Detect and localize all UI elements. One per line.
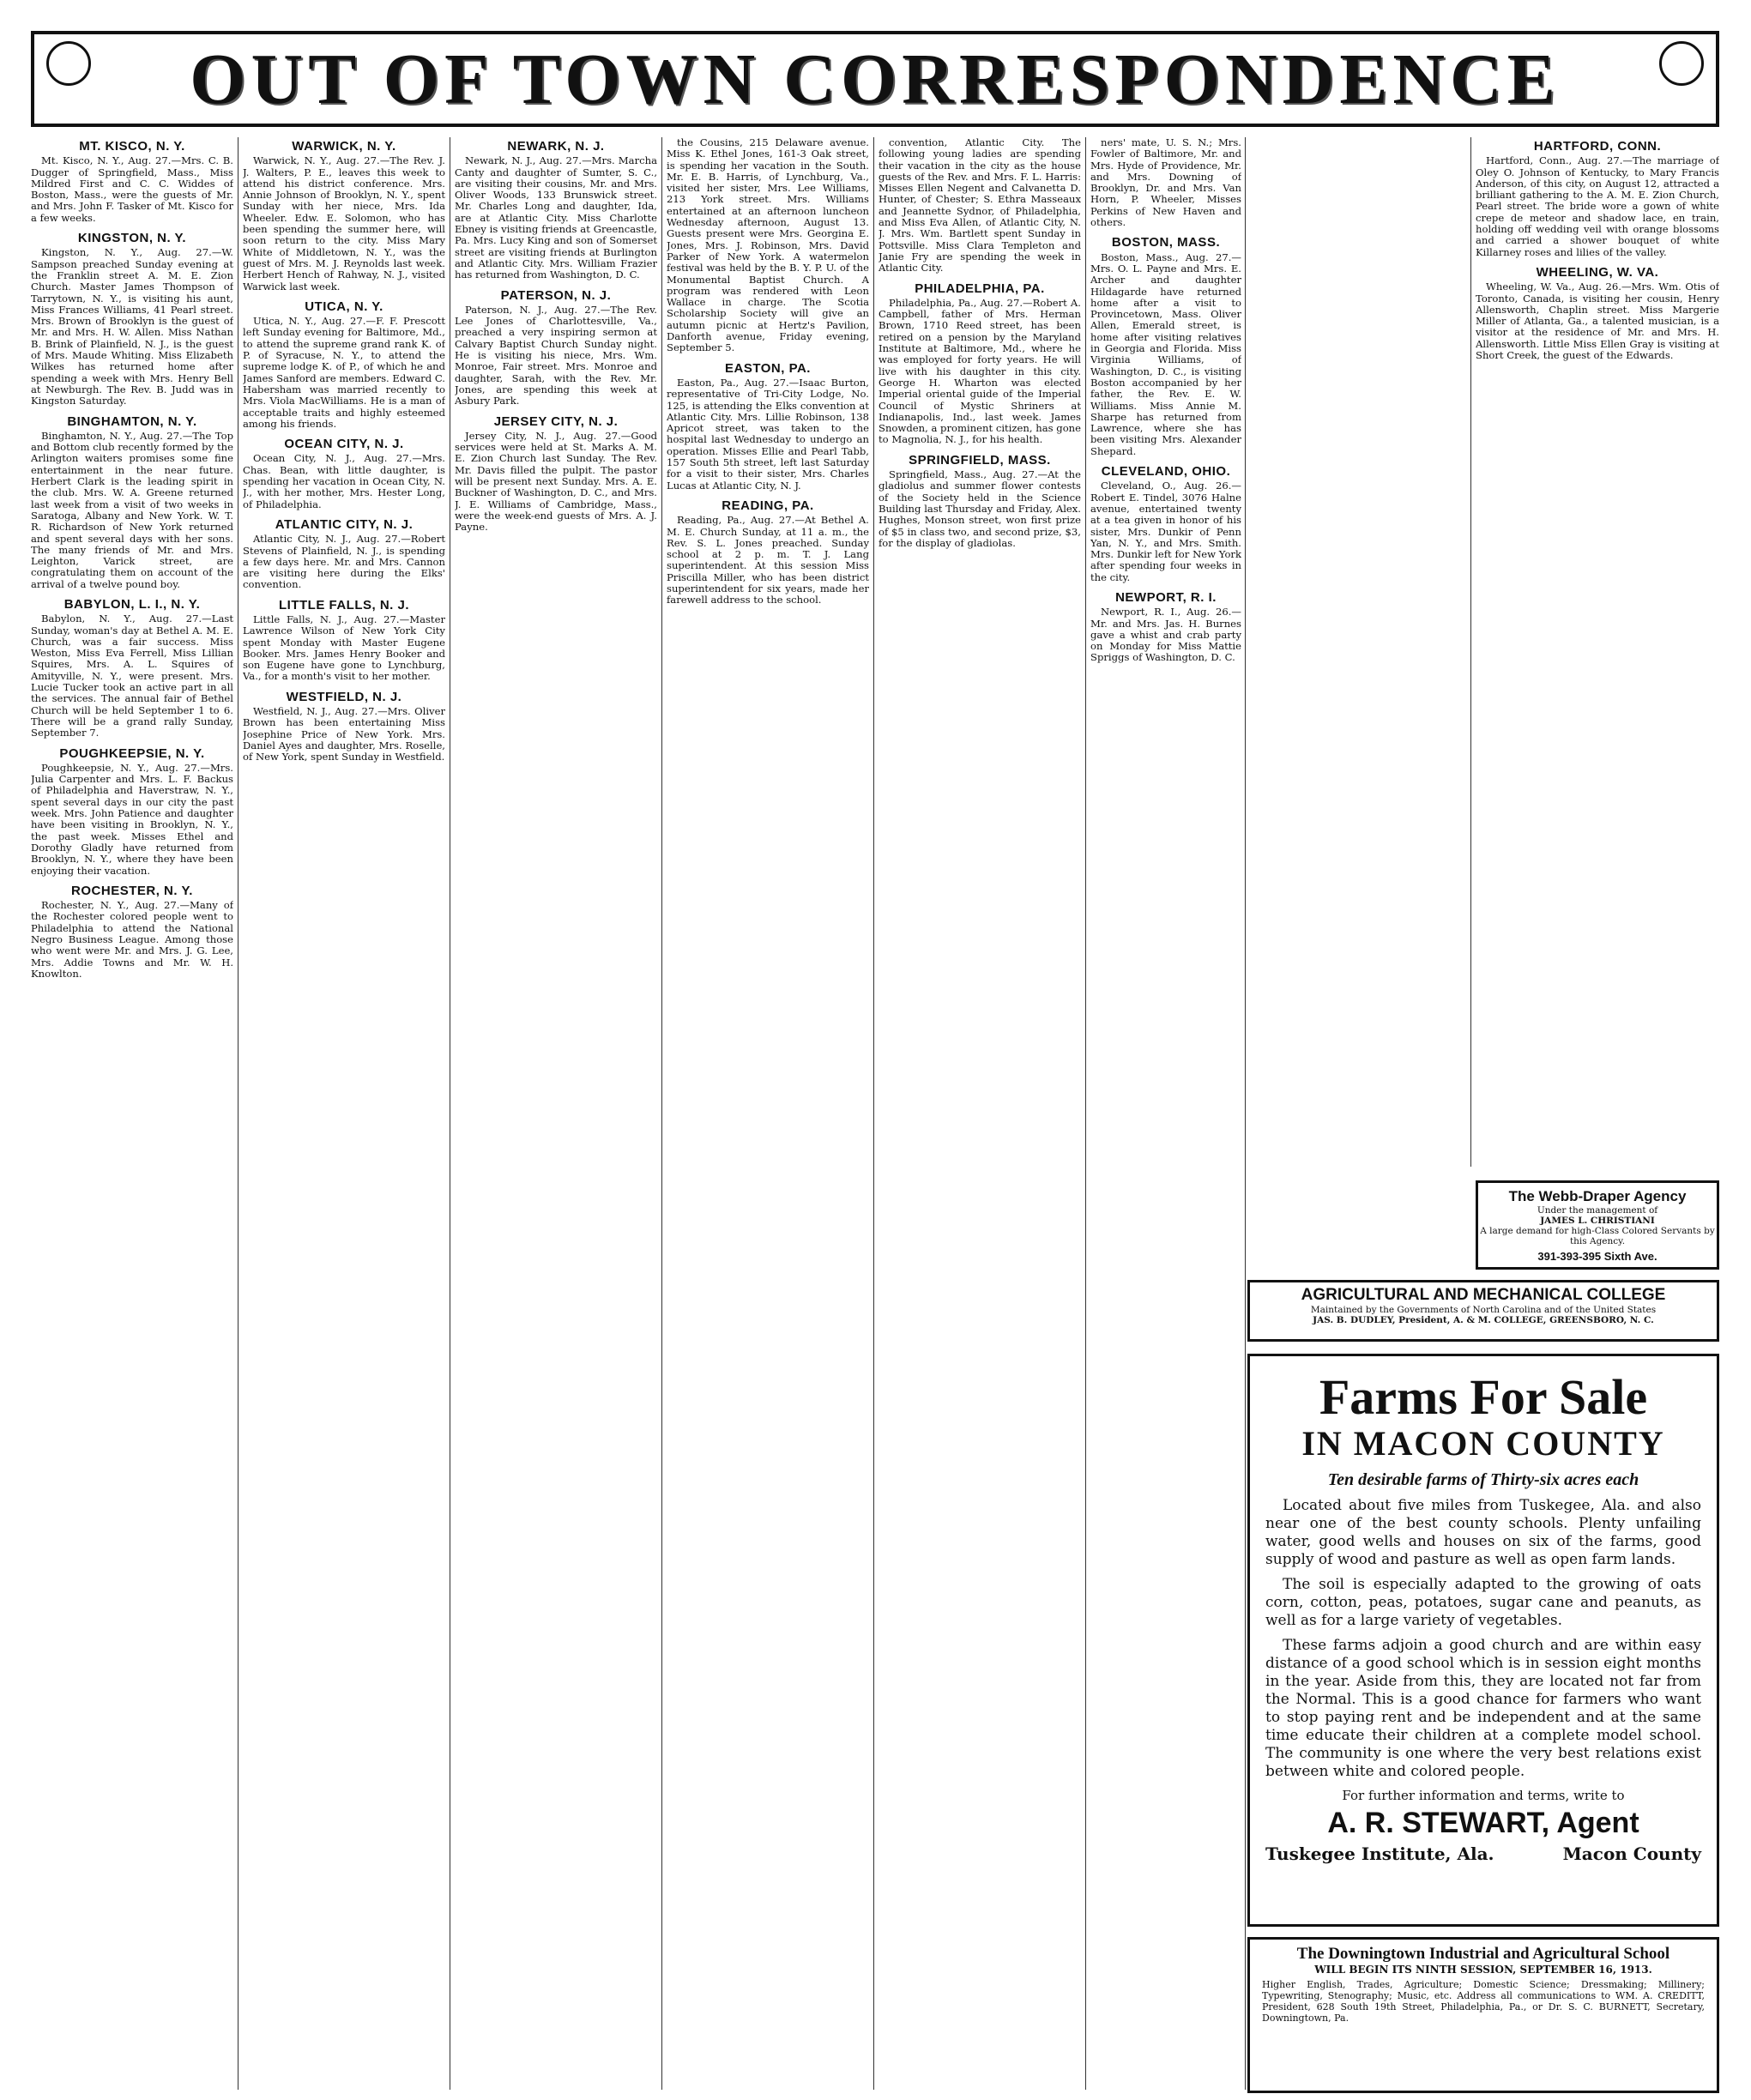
ad-title: Farms For Sale (1319, 1369, 1648, 1425)
section-heading: ROCHESTER, N. Y. (71, 883, 193, 898)
ad-line: WILL BEGIN ITS NINTH SESSION, SEPTEMBER 16, 1913. (1314, 1964, 1652, 1976)
section-body: Poughkeepsie, N. Y., Aug. 27.—Mrs. Julia Carpenter and Mrs. L. F. Backus of Philadelphia and Haverstraw, N. Y., spent several days in our city the past week. Mrs. John Patience and daughter have been visiting in Brooklyn, N. Y., the past week. Misses Ethel and Dorothy Gladly have returned from Brooklyn, N. Y., where they have been enjoying their vacation. (31, 761, 233, 877)
masthead (31, 31, 1719, 127)
column-rule (1085, 137, 1086, 2090)
ad-line: Maintained by the Governments of North Carolina and of the United States (1310, 1305, 1657, 1315)
section-body: Binghamton, N. Y., Aug. 27.—The Top and Bottom club recently formed by the Arlington waiters promises some fine entertainment in the near future. Herbert Clark is the leading spirit in the club. Mrs. W. A. Greene returned last week from a visit of two weeks in Saratoga, Albany and New York. W. T. R. Richardson of New York returned and spent several days with her sons. The many friends of Mr. and Mrs. Leighton, Varick street, are congratulating them on account of the arrival of a twelve pound boy. (31, 429, 233, 590)
section-heading: PHILADELPHIA, PA. (915, 281, 1045, 296)
section-body: Westfield, N. J., Aug. 27.—Mrs. Oliver Brown has been entertaining Miss Josephine Price of New York. Mrs. Daniel Ayes and daughter, Mrs. Roselle, of New York, spent Sunday in Westfield. (243, 705, 445, 763)
ad-manager: JAMES L. CHRISTIANI (1540, 1216, 1655, 1226)
agricultural-college-ad (1247, 1280, 1719, 1342)
section-heading: SPRINGFIELD, MASS. (909, 452, 1051, 468)
section-heading: WHEELING, W. VA. (1536, 264, 1659, 280)
section-heading: PATERSON, N. J. (500, 287, 612, 303)
column-3 (455, 137, 657, 2090)
ad-further-info: For further information and terms, write to (1342, 1788, 1625, 1803)
ad-line: A large demand for high-Class Colored Servants by this Agency. (1480, 1226, 1715, 1246)
section-heading: POUGHKEEPSIE, N. Y. (59, 745, 205, 761)
webb-draper-ad (1476, 1180, 1719, 1270)
section-heading: LITTLE FALLS, N. J. (279, 597, 409, 612)
section-body: ners' mate, U. S. N.; Mrs. Fowler of Baltimore, Mr. and Mrs. Hyde of Providence, Mr. and Mrs. Downing of Brooklyn, Dr. and Mrs. Van Horn, P. Wheeler, Misses Perkins of New Haven and others. (1090, 137, 1241, 229)
section-heading: WESTFIELD, N. J. (286, 689, 402, 704)
ad-paragraph: The soil is especially adapted to the growing of oats corn, cotton, peas, potatoes, sugar cane and peanuts, as well as for a large variety of vegetables. (1265, 1576, 1701, 1629)
ad-agent: A. R. STEWART, Agent (1327, 1807, 1639, 1839)
section-body: Babylon, N. Y., Aug. 27.—Last Sunday, woman's day at Bethel A. M. E. Church, was a fair success. Miss Weston, Miss Eva Ferrell, Miss Lillian Squires, Mrs. A. L. Squires of Amityville, N. Y., were present. Mrs. Lucie Tucker took an active part in all the services. The annual fair of Bethel Church will be held September 1 to 6. There will be a grand rally Sunday, September 7. (31, 612, 233, 739)
ad-line: JAS. B. DUDLEY, President, A. & M. COLLEGE, GREENSBORO, N. C. (1313, 1315, 1654, 1325)
section-heading: EASTON, PA. (725, 360, 811, 376)
ad-title: AGRICULTURAL AND MECHANICAL COLLEGE (1301, 1286, 1666, 1304)
downingtown-school-ad (1247, 1937, 1719, 2093)
section-body: convention, Atlantic City. The following young ladies are spending their vacation in the city as the house guests of the Rev. and Mrs. F. L. Harris: Misses Ellen Negent and Calvanetta D. Hunter, of Chester; S. Ethra Masseaux and Jeannette Sydnor, of Philadelphia, and Miss Eva Allen, of Atlantic City, N. J. Mrs. Wm. Bartlett spent Sunday in Pottsville. Miss Clara Templeton and Janie Fry are spending the week in Atlantic City. (879, 137, 1081, 275)
column-1 (31, 137, 233, 2090)
section-body: Warwick, N. Y., Aug. 27.—The Rev. J. J. Walters, P. E., leaves this week to attend his district conference. Mrs. Annie Johnson of Brooklyn, N. Y., spent Sunday with her niece, Mrs. Ida Wheeler. Edw. E. Solomon, who has been spending the summer here, will soon return to the city. Miss Mary White of Middletown, N. Y., was the guest of Mrs. M. J. Reynolds last week. Herbert Hench of Rahway, N. J., visited Warwick last week. (243, 154, 445, 293)
section-body: Atlantic City, N. J., Aug. 27.—Robert Stevens of Plainfield, N. J., is spending a few days here. Mr. and Mrs. Cannon are visiting here during the Elks' convention. (243, 533, 445, 591)
section-body: Paterson, N. J., Aug. 27.—The Rev. Lee Jones of Charlottesville, Va., preached a very inspiring sermon at Calvary Baptist Church Sunday night. He is visiting his niece, Mrs. Wm. Monroe, Fair street. Mrs. Monroe and daughter, Sarah, with the Rev. Mr. Jones, are spending this week at Asbury Park. (455, 303, 657, 407)
section-heading: BABYLON, L. I., N. Y. (63, 596, 201, 612)
section-heading: UTICA, N. Y. (305, 299, 383, 314)
ornament-icon (46, 41, 91, 86)
farms-for-sale-ad (1247, 1354, 1719, 1927)
column-2 (243, 137, 445, 2090)
section-heading: NEWPORT, R. I. (1115, 589, 1217, 605)
ad-line: Under the management of (1537, 1205, 1658, 1216)
section-body: Philadelphia, Pa., Aug. 27.—Robert A. Campbell, father of Mrs. Herman Brown, 1710 Reed street, has been retired on a pension by the Maryland Institute at Baltimore, Md., where he was employed for forty years. He will live with his daughter in this city. George H. Wharton was elected Imperial oriental guide of the Imperial Council of Mystic Shriners at Indianapolis, Ind., last week. James Snowden, a prominent citizen, has gone to Magnolia, N. J., for his health. (879, 296, 1081, 446)
section-heading: KINGSTON, N. Y. (77, 231, 187, 246)
ad-subtitle: IN MACON COUNTY (1301, 1424, 1665, 1463)
section-heading: ATLANTIC CITY, N. J. (275, 516, 414, 532)
section-body: Mt. Kisco, N. Y., Aug. 27.—Mrs. C. B. Dugger of Springfield, Mass., Miss Mildred First and C. C. Widdes of Boston, Mass., were the guests of Mr. and Mrs. John F. Tasker of Mt. Kisco for a few weeks. (31, 154, 233, 224)
ad-location-left: Tuskegee Institute, Ala. (1265, 1844, 1494, 1864)
ad-body: Higher English, Trades, Agriculture; Domestic Science; Dressmaking; Millinery; Typewriting, Stenography; Music, etc. Address all communications to WM. A. CREDITT, President, 628 South 19th Street, Philadelphia, Pa., or Dr. S. C. BURNETT, Secretary, Downingtown, Pa. (1262, 1979, 1705, 2024)
ad-tagline: Ten desirable farms of Thirty-six acres each (1327, 1470, 1639, 1489)
ad-location-right: Macon County (1562, 1844, 1701, 1864)
ad-title: The Webb-Draper Agency (1508, 1188, 1687, 1204)
ad-address: 391-393-395 Sixth Ave. (1537, 1250, 1657, 1263)
ornament-icon (1659, 41, 1704, 86)
section-body: Boston, Mass., Aug. 27.—Mrs. O. L. Payne and Mrs. E. Archer and daughter Hildagarde have returned home after a visit to Provincetown, Mass. Oliver Allen, Emerald street, is home after visiting relatives in Georgia and Florida. Miss Virginia Williams, of Washington, D. C., is visiting Boston accompanied by her father, the Rev. E. W. Williams. Miss Annie M. Sharpe has returned from Lawrence, where she has been visiting Mrs. Alexander Shepard. (1090, 250, 1241, 457)
column-7 (1476, 137, 1719, 1167)
section-body: Little Falls, N. J., Aug. 27.—Master Lawrence Wilson of New York City spent Monday with Master Eugene Booker. Mrs. James Henry Booker and son Eugene have gone to Lynchburg, Va., for a month's visit to her mother. (243, 612, 445, 683)
section-body: Hartford, Conn., Aug. 27.—The marriage of Oley O. Johnson of Kentucky, to Mary Francis Anderson, of this city, on August 12, attracted a brilliant gathering to the A. M. E. Zion Church, Pearl street. The bride wore a gown of white crepe de meteor and shadow lace, en train, holding off wedding veil with orange blossoms and carried a shower bouquet of white Killarney roses and lilies of the valley. (1476, 154, 1719, 258)
ad-paragraph: These farms adjoin a good church and are within easy distance of a good school which is in session eight months in the year. Aside from this, they are located not far from the Normal. This is a good chance for farmers who want to stop paying rent and be independent and at the same time educate their children at a complete model school. The community is one where the very best relations exist between white and colored people. (1265, 1637, 1701, 1780)
column-6 (1090, 137, 1241, 2090)
column-rule (873, 137, 874, 2090)
section-body: the Cousins, 215 Delaware avenue. Miss K. Ethel Jones, 161-3 Oak street, is spending her vacation in the South. Mr. E. B. Harris, of Lynchburg, Va., visited her sister, Mrs. Lee Williams, 213 York street. Mrs. Williams entertained at an afternoon luncheon Wednesday afternoon, August 13. Guests present were Mrs. Georgina E. Jones, Mrs. J. Robinson, Mrs. David Parker of New York. A watermelon festival was held by the B. Y. P. U. of the Monumental Baptist Church. A program was rendered with Leon Wallace in charge. The Scotia Scholarship Society will give an autumn picnic at Hertz's Pavilion, Danforth avenue, Friday evening, September 5. (667, 137, 869, 354)
section-body: Easton, Pa., Aug. 27.—Isaac Burton, representative of Tri-City Lodge, No. 125, is attending the Elks convention at Atlantic City. Mrs. Lillie Robinson, 138 Apricot street, was taken to the hospital last Wednesday to undergo an operation. Misses Ellie and Pearl Tabb, 157 South 5th street, left last Saturday for a visit to their sister, Mrs. Charles Lucas at Atlantic City, N. J. (667, 376, 869, 492)
section-heading: BOSTON, MASS. (1111, 235, 1221, 250)
column-4 (667, 137, 869, 2090)
section-body: Cleveland, O., Aug. 26.—Robert E. Tindel, 3076 Halne avenue, entertained twenty at a tea given in honor of his sister, Mrs. Dunkir of Penn Yan, N. Y., and Mrs. Smith. Mrs. Dunkir left for New York after spending four weeks in the city. (1090, 480, 1241, 583)
section-heading: WARWICK, N. Y. (292, 139, 396, 154)
section-body: Ocean City, N. J., Aug. 27.—Mrs. Chas. Bean, with little daughter, is spending her vacation in Ocean City, N. J., with her mother, Mrs. Hester Long, of Philadelphia. (243, 452, 445, 510)
ad-location-line (1265, 1844, 1701, 1864)
section-heading: CLEVELAND, OHIO. (1101, 464, 1231, 480)
column-5 (879, 137, 1081, 2090)
section-body: Wheeling, W. Va., Aug. 26.—Mrs. Wm. Otis of Toronto, Canada, is visiting her cousin, Henry Allensworth, Chaplin street. Miss Margerie Miller of Atlanta, Ga., a talented musician, is a visitor at the residence of Mr. and Mrs. H. Allensworth. Little Miss Ellen Gray is visiting at Short Creek, the guest of the Edwards. (1476, 281, 1719, 362)
section-heading: BINGHAMTON, N. Y. (67, 413, 197, 429)
section-body: Utica, N. Y., Aug. 27.—F. F. Prescott left Sunday evening for Baltimore, Md., to attend the supreme grand rank K. of P. of Syracuse, N. Y., to attend the supreme lodge K. of P., of which he and James Sanford are members. Edward C. Habersham was married recently to Mrs. Viola MacWilliams. He is a man of acceptable traits and highly esteemed among his friends. (243, 315, 445, 430)
ad-paragraph: Located about five miles from Tuskegee, Ala. and also near one of the best county schools. Plenty unfailing water, good wells and houses on six of the farms, good supply of wood and pasture as well as open farm lands. (1265, 1497, 1701, 1568)
ad-title: The Downingtown Industrial and Agricultural School (1296, 1945, 1670, 1963)
section-heading: MT. KISCO, N. Y. (79, 139, 185, 154)
section-body: Kingston, N. Y., Aug. 27.—W. Sampson preached Sunday evening at the Franklin street A. M. E. Zion Church. Master James Thompson of Tarrytown, N. Y., is visiting his aunt, Miss Frances Williams, 41 Pearl street. Mrs. Brown of Brooklyn is the guest of Mr. and Mrs. H. W. Allen. Miss Nathan B. Brink of Plainfield, N. J., is the guest of Mrs. Maude Whiting. Miss Elizabeth Wilkes has returned home after spending a week with Mrs. Henry Bell at Newburgh. The Rev. B. Judd was in Kingston Saturday. (31, 246, 233, 407)
section-heading: HARTFORD, CONN. (1533, 139, 1662, 154)
page-title: OUT OF TOWN CORRESPONDENCE (190, 39, 1561, 119)
section-body: Reading, Pa., Aug. 27.—At Bethel A. M. E. Church Sunday, at 11 a. m., the Rev. S. L. Jones preached. Sunday school at 2 p. m. T. J. Lang superintendent. At this session Miss Priscilla Miller, who has been district superintendent for six years, made her farewell address to the school. (667, 514, 869, 606)
column-rule (661, 137, 662, 2090)
column-rule (1245, 137, 1246, 2090)
section-body: Jersey City, N. J., Aug. 27.—Good services were held at St. Marks A. M. E. Zion Church last Sunday. The Rev. Mr. Davis filled the pulpit. The pastor will be present next Sunday. Mrs. A. E. Buckner of Washington, D. C., and Mrs. J. E. Williams of Cambridge, Mass., were the week-end guests of Mrs. A. J. Payne. (455, 429, 657, 534)
section-body: Rochester, N. Y., Aug. 27.—Many of the Rochester colored people went to Philadelphia to attend the National Negro Business League. Among those who went were Mr. and Mrs. J. G. Lee, Mrs. Addie Towns and Mr. W. H. Knowlton. (31, 899, 233, 980)
section-heading: JERSEY CITY, N. J. (493, 413, 619, 429)
section-heading: OCEAN CITY, N. J. (284, 437, 404, 452)
column-rule (1470, 137, 1471, 1167)
section-body: Newark, N. J., Aug. 27.—Mrs. Marcha Canty and daughter of Sumter, S. C., are visiting their cousins, Mr. and Mrs. Oliver Woods, 133 Brunswick street. Mr. Charles Long and daughter, Ida, are at Atlantic City. Miss Charlotte Ebney is visiting friends at Greencastle, Pa. Mrs. Lucy King and son of Somerset street are visiting friends at Burlington and Atlantic City. Mrs. William Frazier has returned from Washington, D. C. (455, 154, 657, 281)
section-heading: READING, PA. (722, 498, 814, 513)
section-body: Newport, R. I., Aug. 26.—Mr. and Mrs. Jas. H. Burnes gave a whist and crab party on Monday for Miss Mattie Spriggs of Washington, D. C. (1090, 606, 1241, 664)
section-heading: NEWARK, N. J. (507, 139, 605, 154)
section-body: Springfield, Mass., Aug. 27.—At the gladiolus and summer flower contests of the Society held in the Science Building last Thursday and Friday, Alex. Hughes, Monson street, won first prize of $5 in class two, and second prize, $3, for the display of gladiolas. (879, 468, 1081, 549)
